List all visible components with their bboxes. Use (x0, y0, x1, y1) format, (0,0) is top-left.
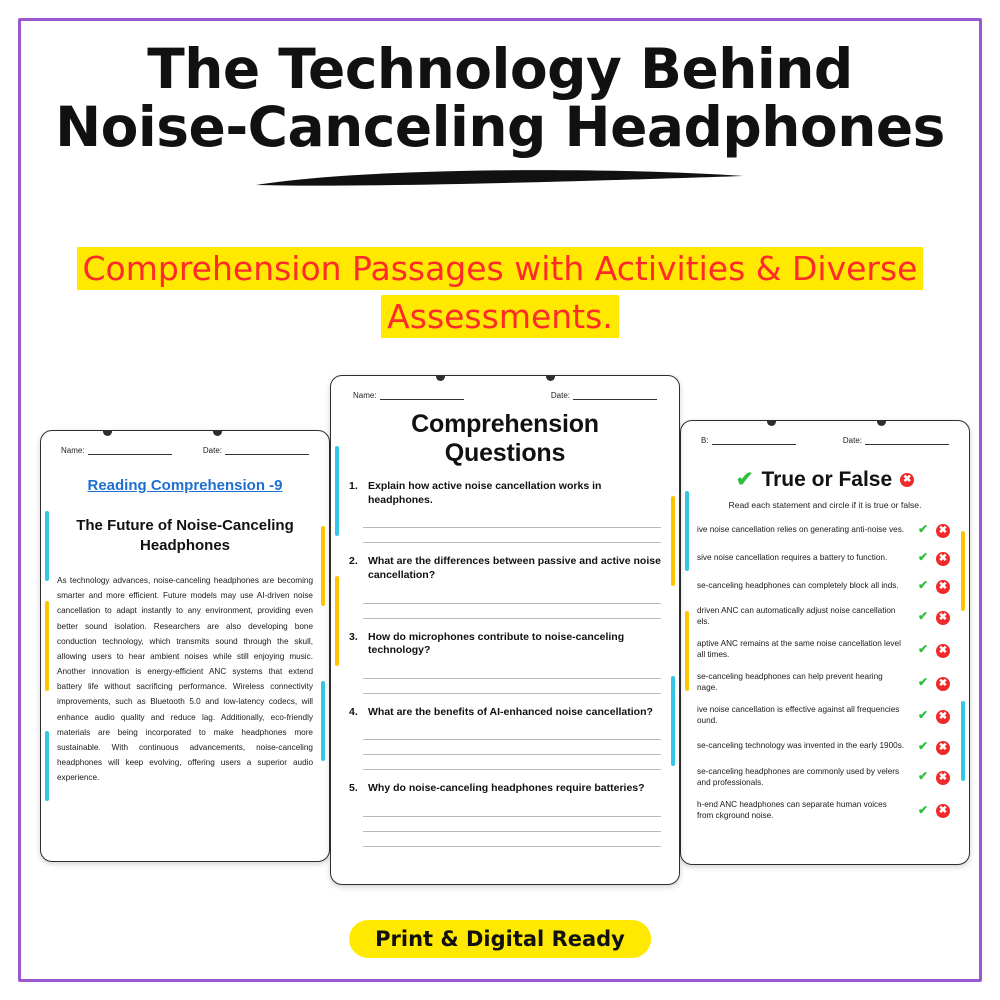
accent-bar-yellow-right (961, 531, 965, 611)
answer-line[interactable] (363, 589, 661, 604)
accent-bar-cyan-2 (45, 731, 49, 801)
statement-text: driven ANC can automatically adjust noise cancellation els. (697, 606, 896, 627)
question-text: Explain how active noise cancellation works in headphones. (368, 480, 602, 506)
statement-text: sive noise cancellation requires a battery to function. (697, 552, 888, 562)
binder-hole-icon (213, 430, 222, 436)
statement-text: se-canceling technology was invented in the early 1900s. (697, 741, 905, 751)
question-number: 1. (349, 480, 358, 492)
name-date-row (57, 445, 313, 455)
accent-bar-yellow (335, 576, 339, 666)
true-false-row (697, 704, 953, 726)
true-false-title: True or False (761, 467, 893, 491)
date-field-label: Date: (203, 445, 309, 455)
name-input[interactable] (712, 435, 796, 445)
true-option[interactable]: ✔ (917, 738, 929, 753)
answer-line[interactable] (363, 725, 661, 740)
date-input[interactable] (865, 435, 949, 445)
answer-lines[interactable] (363, 802, 661, 847)
check-icon: ✔ (735, 468, 754, 491)
question-text: What are the differences between passive and active noise cancellation? (368, 555, 661, 581)
question-item (349, 555, 661, 582)
accent-bar-yellow (45, 601, 49, 691)
false-option[interactable]: ✖ (933, 674, 953, 691)
answer-line[interactable] (363, 802, 661, 817)
true-false-title-row (697, 467, 953, 492)
questions-title: Comprehension Questions (411, 410, 599, 467)
accent-bar-cyan (45, 511, 49, 581)
true-option[interactable]: ✔ (917, 675, 929, 690)
false-option[interactable]: ✖ (933, 801, 953, 818)
accent-bar-yellow-right (671, 496, 675, 586)
statement-text: ive noise cancellation is effective against all frequencies ound. (697, 705, 900, 726)
question-number: 2. (349, 555, 358, 568)
reading-heading: Reading Comprehension -9 (87, 477, 283, 494)
answer-lines[interactable] (363, 589, 661, 619)
true-option[interactable]: ✔ (917, 708, 929, 723)
question-item (349, 782, 661, 796)
accent-bar-cyan-right (321, 681, 325, 761)
binder-hole-icon (546, 375, 555, 381)
statement-text: se-canceling headphones can completely block all inds. (697, 580, 899, 590)
answer-line[interactable] (363, 740, 661, 755)
true-false-row (697, 638, 953, 660)
accent-bar-yellow-right (321, 526, 325, 606)
question-text: How do microphones contribute to noise-canceling technology? (368, 630, 625, 657)
true-false-row (697, 738, 953, 755)
accent-bar-cyan-right (671, 676, 675, 766)
false-option[interactable]: ✖ (933, 641, 953, 658)
true-false-row (697, 799, 953, 821)
question-item (349, 631, 661, 658)
subtitle-text: Comprehension Passages with Activities & Diverse Assessments. (77, 247, 924, 338)
binder-hole-icon (877, 420, 886, 426)
true-false-list (697, 521, 953, 821)
true-false-row (697, 671, 953, 693)
answer-line[interactable] (363, 679, 661, 694)
subtitle-block (60, 245, 940, 341)
date-input[interactable] (573, 390, 657, 400)
true-false-instruction: Read each statement and circle if it is true or false. (728, 500, 922, 510)
answer-line[interactable] (363, 604, 661, 619)
answer-line[interactable] (363, 513, 661, 528)
name-field-label: Name: (353, 390, 464, 400)
question-item (349, 706, 661, 720)
question-text: What are the benefits of AI-enhanced noise cancellation? (368, 705, 653, 718)
binder-hole-icon (767, 420, 776, 426)
questions-list (349, 480, 661, 847)
true-option[interactable]: ✔ (917, 522, 929, 537)
title-block (50, 37, 950, 191)
false-option[interactable]: ✖ (933, 608, 953, 625)
statement-text: se-canceling headphones are commonly used by velers and professionals. (697, 766, 900, 787)
question-number: 5. (349, 782, 358, 795)
question-text: Why do noise-canceling headphones require batteries? (368, 782, 645, 795)
answer-lines[interactable] (363, 725, 661, 770)
answer-line[interactable] (363, 664, 661, 679)
answer-line[interactable] (363, 528, 661, 543)
name-field-label: B: (701, 435, 796, 445)
answer-line[interactable] (363, 832, 661, 847)
false-option[interactable]: ✖ (933, 521, 953, 538)
page-title: The Technology Behind Noise-Canceling Headphones (55, 37, 945, 160)
name-input[interactable] (380, 390, 464, 400)
true-false-row (697, 766, 953, 788)
false-option[interactable]: ✖ (933, 549, 953, 566)
worksheet-true-or-false[interactable] (680, 420, 970, 865)
answer-lines[interactable] (363, 664, 661, 694)
true-option[interactable]: ✔ (917, 608, 929, 623)
true-option[interactable]: ✔ (917, 642, 929, 657)
true-option[interactable]: ✔ (917, 550, 929, 565)
accent-bar-cyan-right (961, 701, 965, 781)
true-option[interactable]: ✔ (917, 769, 929, 784)
true-false-row (697, 577, 953, 594)
answer-line[interactable] (363, 817, 661, 832)
true-false-row (697, 605, 953, 627)
false-option[interactable]: ✖ (933, 707, 953, 724)
binder-hole-icon (103, 430, 112, 436)
name-input[interactable] (88, 445, 172, 455)
name-date-row (697, 435, 953, 445)
binder-hole-icon (436, 375, 445, 381)
statement-text: se-canceling headphones can help prevent hearing nage. (697, 672, 883, 693)
date-field-label: Date: (843, 435, 949, 445)
question-number: 4. (349, 705, 358, 718)
cross-icon: ✖ (900, 473, 914, 487)
false-option[interactable]: ✖ (933, 577, 953, 594)
true-option[interactable]: ✔ (917, 802, 929, 817)
answer-lines[interactable] (363, 513, 661, 543)
statement-text: ive noise cancellation relies on generating anti-noise ves. (697, 524, 905, 534)
name-field-label: Name: (61, 445, 172, 455)
accent-bar-cyan (335, 446, 339, 536)
print-digital-ready-badge: Print & Digital Ready (349, 920, 651, 958)
false-option[interactable]: ✖ (933, 738, 953, 755)
question-item (349, 480, 661, 507)
reading-subheading: The Future of Noise-Canceling Headphones (76, 517, 294, 554)
worksheet-comprehension-questions[interactable] (330, 375, 680, 885)
worksheet-reading-comprehension[interactable] (40, 430, 330, 862)
true-false-row (697, 521, 953, 538)
accent-bar-yellow (685, 611, 689, 691)
answer-line[interactable] (363, 755, 661, 770)
accent-bar-cyan (685, 491, 689, 571)
statement-text: h-end ANC headphones can separate human voices from ckground noise. (697, 799, 887, 820)
date-input[interactable] (225, 445, 309, 455)
reading-passage-body: As technology advances, noise-canceling headphones are becoming smarter and more efficient. Future models may use AI-driven noise cancellation to adapt instantly to any environment, providing even better sound isolation. Researchers are also developing bone conduction technology, which transmits sound through the skull, allowing users to hear ambient noises while still enjoying music. Another innovation is energy-efficient ANC systems that extend battery life without sacrificing performance. Wireless connectivity improvements, such as Bluetooth 5.0 and low-latency codecs, will enhance audio quality and reduce lag. Additionally, eco-friendly materials are being incorporated to make headphones more sustainable. With continuous advancements, noise-canceling headphones will keep evolving, offering users a superior audio experience. (57, 576, 313, 783)
date-field-label: Date: (551, 390, 657, 400)
title-underline-swoosh (250, 165, 750, 191)
true-option[interactable]: ✔ (917, 578, 929, 593)
question-number: 3. (349, 630, 358, 643)
true-false-row (697, 549, 953, 566)
name-date-row (349, 390, 661, 400)
false-option[interactable]: ✖ (933, 768, 953, 785)
statement-text: aptive ANC remains at the same noise cancellation level all times. (697, 639, 901, 660)
